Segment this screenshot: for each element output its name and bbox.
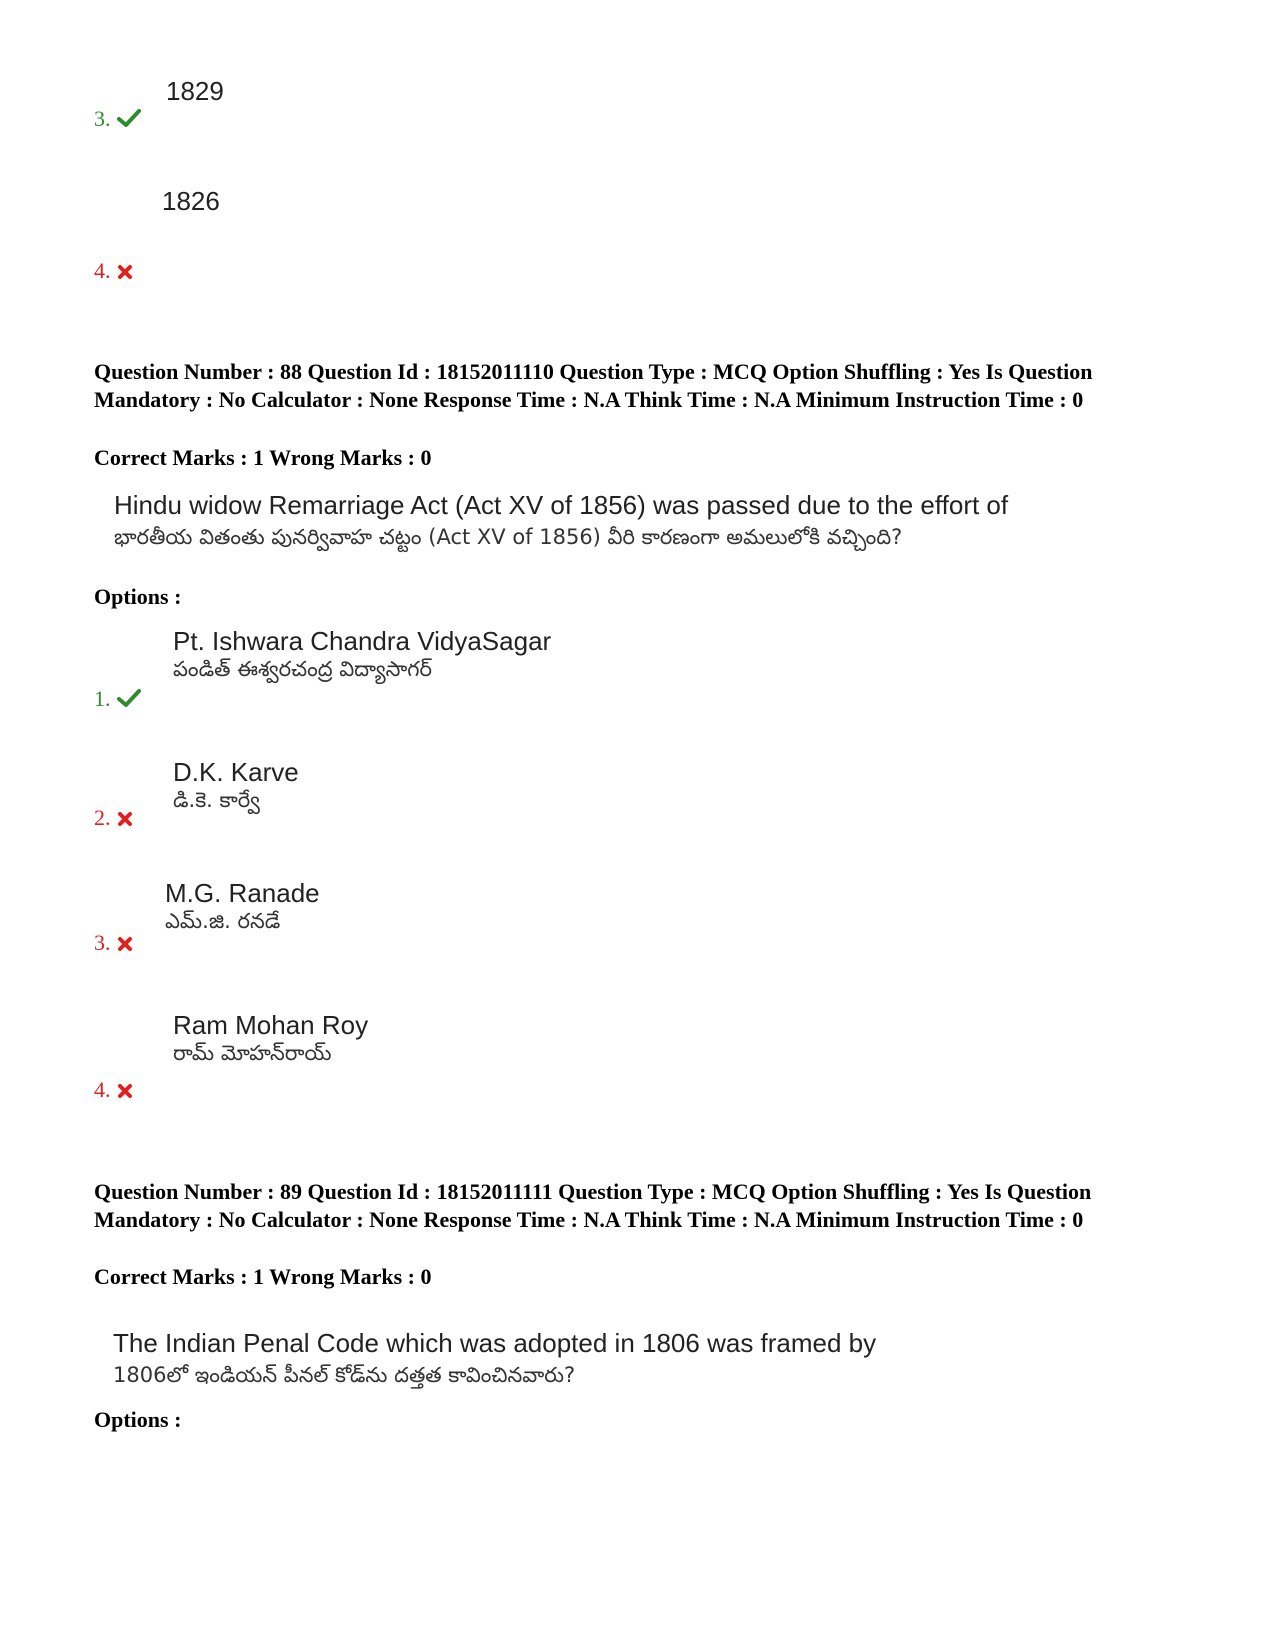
option-4-english: Ram Mohan Roy xyxy=(173,1010,369,1040)
option-4-marker xyxy=(94,258,133,286)
option-number: 1. xyxy=(94,686,111,711)
cross-icon xyxy=(117,1079,133,1105)
question-meta: Question Number : 88 Question Id : 18152011110 Question Type : MCQ Option Shuffling : Yes Is Question Mandatory : No Calculator : None Response Time : N.A Think Time : N.A Minimum Instruction Time : 0 xyxy=(94,359,1093,412)
option-4-text: 1826 xyxy=(162,186,220,216)
option-3 xyxy=(165,878,320,939)
option-1 xyxy=(173,626,551,687)
option-4 xyxy=(173,1010,368,1071)
option-3-text: 1829 xyxy=(166,76,224,106)
question-marks: Correct Marks : 1 Wrong Marks : 0 xyxy=(94,445,432,470)
option-2-marker xyxy=(94,805,133,833)
check-icon xyxy=(117,688,141,714)
question-text-telugu: భారతీయ వితంతు పునర్వివాహ చట్టం (Act XV of 1856) వీరి కారణంగా అమలులోకి వచ్చింది? xyxy=(114,525,903,549)
option-1-english: Pt. Ishwara Chandra VidyaSagar xyxy=(173,626,552,656)
question-meta: Question Number : 89 Question Id : 18152011111 Question Type : MCQ Option Shuffling : Yes Is Question Mandatory : No Calculator : None Response Time : N.A Think Time : N.A Minimum Instruction Time : 0 xyxy=(94,1179,1092,1232)
question-text-english: Hindu widow Remarriage Act (Act XV of 1856) was passed due to the effort of xyxy=(114,490,1009,520)
cross-icon xyxy=(117,932,133,958)
cross-icon xyxy=(117,807,133,833)
option-3-english: M.G. Ranade xyxy=(165,878,320,908)
option-4-telugu: రామ్ మోహన్‌రాయ్ xyxy=(173,1041,332,1065)
option-3-telugu: ఎమ్.జి. రనడే xyxy=(165,909,281,933)
option-number: 3. xyxy=(94,106,111,131)
option-3-marker xyxy=(94,106,141,134)
check-icon xyxy=(117,108,141,134)
option-number: 4. xyxy=(94,1077,111,1102)
option-2-telugu: డి.కె. కార్వే xyxy=(173,788,260,812)
question-marks: Correct Marks : 1 Wrong Marks : 0 xyxy=(94,1264,432,1289)
option-1-telugu: పండిత్ ఈశ్వరచంద్ర విద్యాసాగర్ xyxy=(173,657,432,681)
question-text xyxy=(113,1328,876,1393)
option-1-marker xyxy=(94,686,141,714)
cross-icon xyxy=(117,260,133,286)
option-number: 2. xyxy=(94,805,111,830)
option-2 xyxy=(173,757,299,818)
question-text xyxy=(114,490,1008,555)
option-2-english: D.K. Karve xyxy=(173,757,299,787)
option-3-marker xyxy=(94,930,133,958)
option-number: 4. xyxy=(94,258,111,283)
question-text-telugu: 1806లో ఇండియన్ పీనల్ కోడ్‌ను దత్తత కావించినవారు? xyxy=(113,1363,576,1387)
options-label: Options : xyxy=(94,1407,182,1432)
options-label: Options : xyxy=(94,584,182,609)
option-number: 3. xyxy=(94,930,111,955)
option-4-marker xyxy=(94,1077,133,1105)
question-text-english: The Indian Penal Code which was adopted in 1806 was framed by xyxy=(113,1328,877,1358)
